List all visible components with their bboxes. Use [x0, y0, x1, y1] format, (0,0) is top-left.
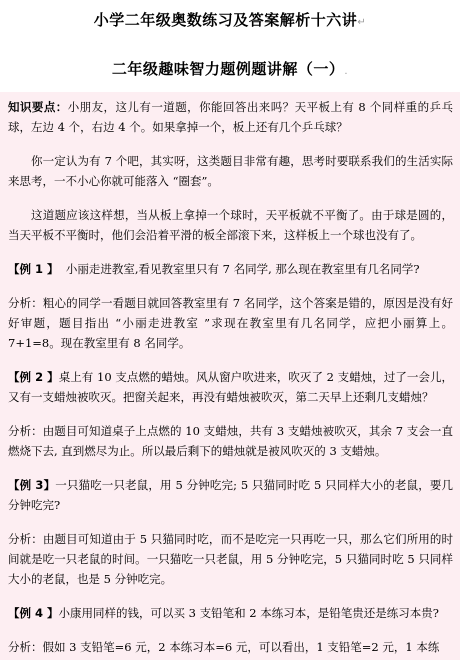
example-4-label: 【例 4 】	[8, 606, 59, 620]
intro-paragraph-2: 你一定认为有 7 个吧，其实呀，这类题目非常有趣，思考时要联系我们的生活实际来思考，一不小心你就可能落入 “圈套”。	[8, 154, 453, 188]
example-4-text: 小康用同样的钱，可以买 3 支铅笔和 2 本练习本，是铅笔贵还是练习本贵?	[58, 606, 439, 620]
example-2-question	[8, 367, 453, 407]
main-title	[0, 0, 460, 30]
sub-title-text: 二年级趣味智力题例题讲解（一）	[111, 60, 345, 78]
intro-paragraph	[8, 97, 453, 137]
intro-paragraph-3: 这道题应该这样想，当从板上拿掉一个球时，天平板就不平衡了。由于球是圆的，当天平板不平衡时，他们会沿着平滑的板全部滚下来，这样板上一个球也没有了。	[8, 208, 453, 242]
example-2-label: 【例 2 】	[8, 370, 59, 384]
example-2-analysis: 分析：由题目可知道桌子上点燃的 10 支蜡烛，共有 3 支蜡烛被吹灭，其余 7 支会一直燃烧下去, 直到燃尽为止。所以最后剩下的蜡烛就是被风吹灭的 3 支蜡烛。	[8, 424, 453, 458]
example-3-analysis: 分析：由题目可知道由于 5 只猫同时吃，而不是吃完一只再吃一只，那么它们所用的时间就是吃一只老鼠的时间。一只猫吃一只老鼠，用 5 分钟吃完，5 只猫同时吃 5 只同样大小的老鼠，也是 5 分钟吃完。	[8, 532, 453, 586]
sub-title-mark: .	[344, 66, 349, 77]
example-3-label: 【例 3】	[8, 478, 56, 492]
content-area	[0, 92, 460, 660]
example-1-analysis: 分析：粗心的同学一看题目就回答教室里有 7 名同学，这个答案是错的，原因是没有好好审题，题目指出 “小丽走进教室 ”求现在教室里有几名同学，应把小丽算上。7+1=8。现在教室里有 8 名同学。	[8, 296, 453, 350]
return-mark: ↵	[357, 17, 367, 28]
example-3-question	[8, 475, 453, 515]
example-2-text: 桌上有 10 支点燃的蜡烛。风从窗户吹进来，吹灭了 2 支蜡烛，过了一会儿，又有一支蜡烛被吹灭。把窗关起来，再没有蜡烛被吹灭，第二天早上还剩几支蜡烛？	[8, 370, 453, 404]
example-3-text: 一只猫吃一只老鼠，用 5 分钟吃完; 5 只猫同时吃 5 只同样大小的老鼠，要几分钟吃完?	[8, 478, 453, 512]
intro-text: 小朋友，这儿有一道题，你能回答出来吗？天平板上有 8 个同样重的乒乓球，左边 4 个，右边 4 个。如果拿掉一个，板上还有几个乒乓球？	[8, 100, 454, 134]
sub-title	[0, 58, 460, 79]
example-4-question	[8, 603, 453, 623]
example-4-analysis: 分析：假如 3 支铅笔=6 元，2 本练习本=6 元，可以看出，1 支铅笔=2 元，1 本练	[8, 640, 440, 654]
main-title-text: 小学二年级奥数练习及答案解析十六讲	[93, 11, 358, 29]
example-1-text: 小丽走进教室,看见教室里只有 7 名同学, 那么现在教室里有几名同学?	[65, 262, 420, 276]
knowledge-label: 知识要点：	[8, 100, 68, 114]
example-1-label: 【例 1 】	[8, 262, 59, 276]
example-1-question	[8, 259, 453, 279]
